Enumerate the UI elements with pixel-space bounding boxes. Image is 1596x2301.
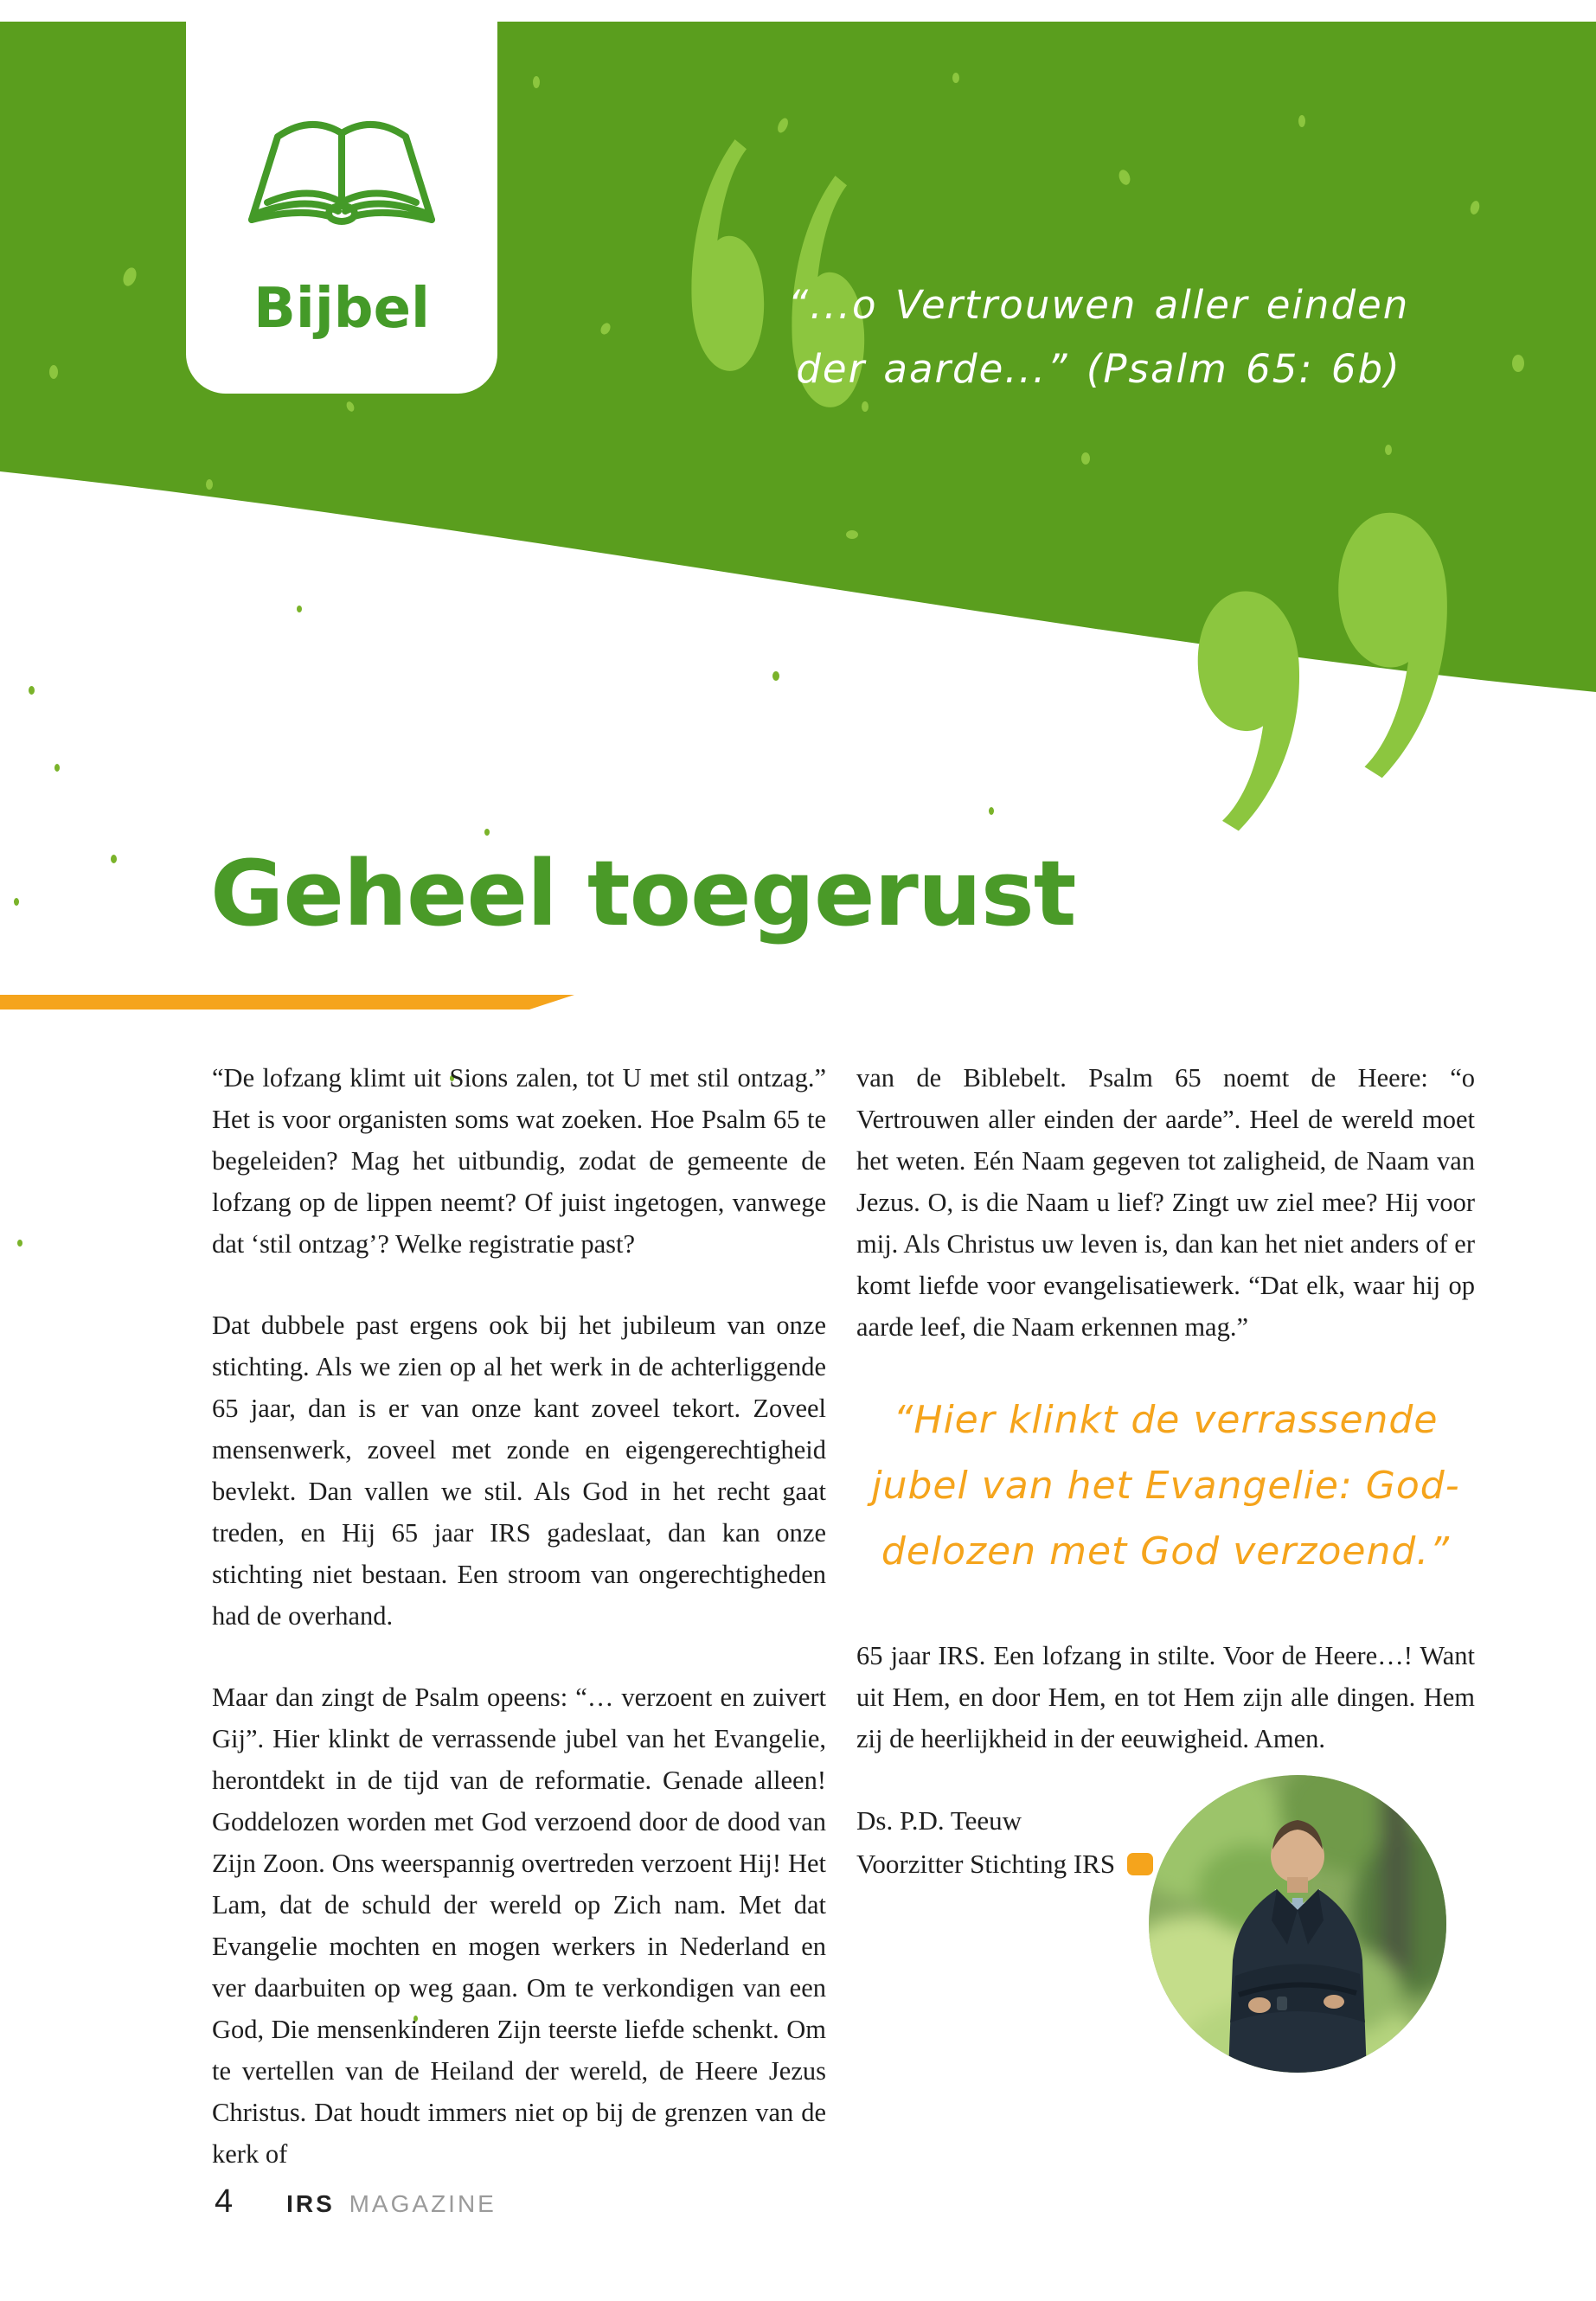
signature-role: Voorzitter Stichting IRS bbox=[856, 1849, 1116, 1879]
author-photo bbox=[1149, 1775, 1446, 2073]
paragraph: 65 jaar IRS. Een lofzang in stilte. Voor de Heere…! Want uit Hem, en door Hem, en tot Hem zijn alle dingen. Hem zij de heerlijkheid in der eeuwigheid. Amen. bbox=[856, 1641, 1475, 1753]
title-underline-accent bbox=[0, 995, 574, 1009]
speckle-dot bbox=[989, 807, 994, 815]
paragraph: Maar dan zingt de Psalm opeens: “… verzoent en zuivert Gij”. Hier klinkt de verrassende jubel van het Evangelie, herontdekt in de tijd van de reformatie. Genade alleen! Goddelozen worden met God verzoend door de dood van Zijn Zoon. Ons weerspannig overtreden verzoent Hij! Het Lam, dat de schuld der wereld op Zich nam. Met dat Evangelie mochten en mogen werkers in Nederland en ver daarbuiten op weg gaan. Om te verkondigen van een God, Die mensenkinderen Zijn teerste liefde schenkt. Om te vertellen van de Heiland der wereld, de Heere Jezus Christus. Dat houdt immers niet op bij de grenzen van de kerk of bbox=[212, 1682, 826, 2169]
magazine-brand-light: MAGAZINE bbox=[349, 2190, 497, 2217]
magazine-brand bbox=[286, 2190, 497, 2218]
closing-quote-icon bbox=[1192, 502, 1462, 841]
header-quote bbox=[744, 273, 1453, 401]
magazine-brand-bold: IRS bbox=[286, 2190, 335, 2217]
header-quote-line-1: “...o Vertrouwen aller einden bbox=[787, 282, 1410, 328]
category-label: Bijbel bbox=[253, 277, 430, 341]
page-title: Geheel toegerust bbox=[210, 841, 1076, 946]
paragraph: “De lofzang klimt uit Sions zalen, tot U met stil ontzag.” Het is voor organisten soms wat zoeken. Hoe Psalm 65 te begeleiden? Mag het uitbundig, zodat de gemeente de lofzang op de lippen neemt? Of juist ingetogen, vanwege dat ‘stil ontzag’? Welke registratie past? bbox=[212, 1063, 826, 1259]
speckle-dot bbox=[297, 606, 302, 612]
pull-quote bbox=[856, 1388, 1475, 1585]
pull-quote-line-1: “Hier klinkt de verrassende bbox=[893, 1398, 1439, 1442]
speckle-dot bbox=[17, 1240, 22, 1247]
speckle-dot bbox=[14, 898, 19, 906]
pull-quote-line-3: delozen met God verzoend.” bbox=[881, 1529, 1451, 1574]
header-quote-line-2: der aarde...” (Psalm 65: 6b) bbox=[796, 346, 1401, 392]
article-column-right bbox=[856, 1057, 1475, 1886]
speckle-dot bbox=[29, 686, 35, 695]
article-column-left bbox=[212, 1057, 826, 2214]
open-book-icon bbox=[234, 102, 450, 232]
paragraph: Dat dubbele past ergens ook bij het jubileum van onze stichting. Als we zien op al het werk in de achterliggende 65 jaar, dan is er van onze kant zoveel tekort. Zoveel mensenwerk, zoveel met zonde en eigengerechtigheid bevlekt. Dan vallen we stil. Als God in het recht gaat treden, en Hij 65 jaar IRS gadeslaat, dan kan onze stichting niet bestaan. Een stroom van ongerechtigheden had de overhand. bbox=[212, 1311, 826, 1631]
speckle-dot bbox=[111, 855, 117, 863]
speckle-dot bbox=[54, 764, 60, 772]
speckle-dot bbox=[772, 671, 779, 681]
speckle-dot bbox=[484, 829, 490, 836]
page-footer bbox=[215, 2183, 497, 2221]
signature-name: Ds. P.D. Teeuw bbox=[856, 1805, 1022, 1836]
pull-quote-line-2: jubel van het Evangelie: God- bbox=[871, 1464, 1460, 1508]
page-number: 4 bbox=[215, 2183, 234, 2220]
category-card bbox=[186, 0, 497, 394]
paragraph: van de Biblebelt. Psalm 65 noemt de Heere: “o Vertrouwen aller einden der aarde”. Heel de wereld moet het weten. Eén Naam gegeven tot zaligheid, de Naam van Jezus. O, is die Naam u lief? Zingt uw ziel mee? Hij voor mij. Als Christus uw leven is, dan kan het niet anders of er komt liefde voor evangelisatiewerk. “Dat elk, waar hij op aarde leef, die Naam erkennen mag.” bbox=[856, 1063, 1475, 1342]
